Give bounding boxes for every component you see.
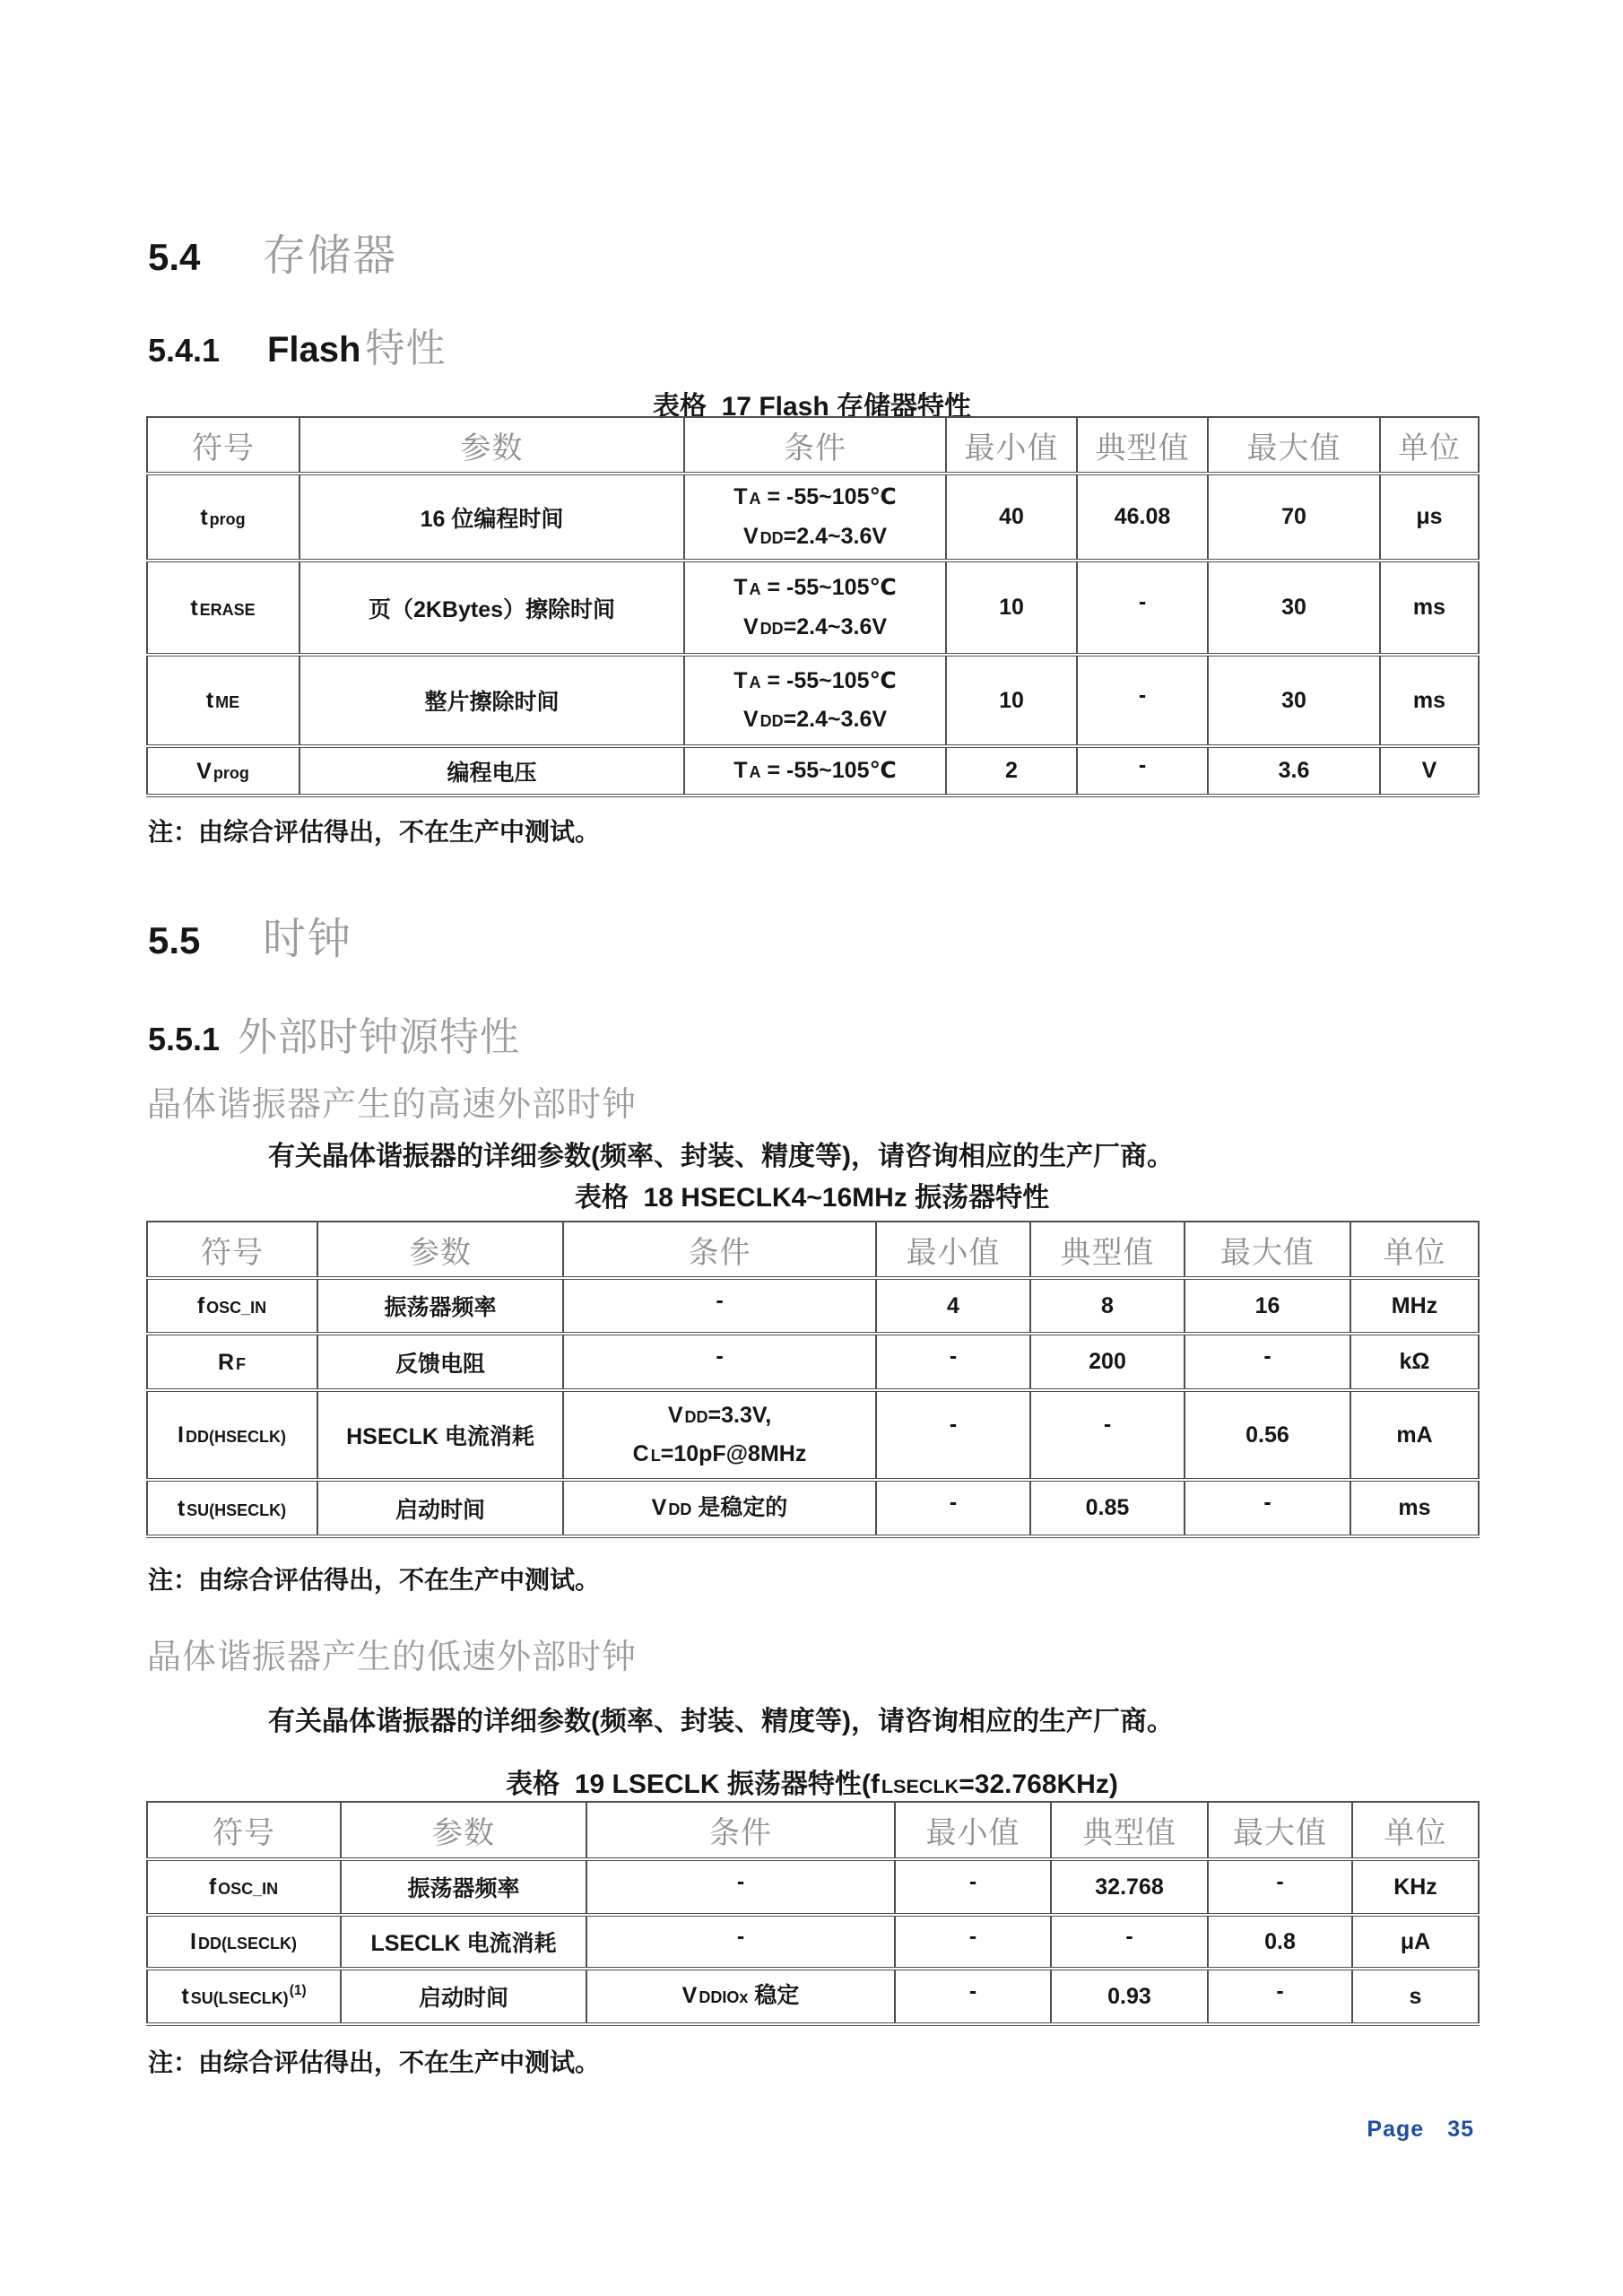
typ-cell: 0.85 bbox=[1030, 1480, 1185, 1536]
unit-cell: ms bbox=[1350, 1480, 1479, 1536]
table-row bbox=[147, 746, 1479, 796]
unit-cell: MHz bbox=[1350, 1278, 1479, 1334]
max-cell: 70 bbox=[1208, 474, 1380, 561]
col-header-parameter: 参数 bbox=[317, 1222, 563, 1278]
typ-cell: - bbox=[1077, 561, 1208, 655]
min-cell: 10 bbox=[946, 655, 1077, 746]
condition-cell: T A = -55~105℃ V DD=2.4~3.6V bbox=[684, 474, 946, 561]
unit-cell: s bbox=[1352, 1969, 1479, 2024]
max-cell: - bbox=[1185, 1334, 1350, 1390]
section-5-4-1-heading bbox=[148, 316, 446, 373]
section-5-5-heading bbox=[148, 904, 352, 966]
max-cell: 0.8 bbox=[1208, 1915, 1352, 1969]
unit-cell: ms bbox=[1380, 655, 1479, 746]
symbol-cell: R F bbox=[147, 1334, 317, 1390]
condition-cell: - bbox=[563, 1278, 876, 1334]
col-header-unit: 单位 bbox=[1380, 417, 1479, 474]
condition-cell: T A = -55~105℃ V DD=2.4~3.6V bbox=[684, 655, 946, 746]
condition-cell: T A = -55~105℃ V DD=2.4~3.6V bbox=[684, 561, 946, 655]
table-row bbox=[147, 655, 1479, 746]
col-header-unit: 单位 bbox=[1350, 1222, 1479, 1278]
unit-cell: V bbox=[1380, 746, 1479, 796]
table-row bbox=[147, 1334, 1479, 1390]
condition-cell: V DD=3.3V, C L=10pF@8MHz bbox=[563, 1390, 876, 1480]
min-cell: - bbox=[876, 1390, 1030, 1480]
section-title-en: Flash bbox=[267, 330, 361, 370]
min-cell: - bbox=[876, 1480, 1030, 1536]
col-header-max: 最大值 bbox=[1208, 1802, 1352, 1859]
col-header-parameter: 参数 bbox=[341, 1802, 586, 1859]
table-row bbox=[147, 474, 1479, 561]
parameter-cell: 启动时间 bbox=[317, 1480, 563, 1536]
table19-note: 注：由综合评估得出，不在生产中测试。 bbox=[148, 2048, 601, 2076]
section-title: 外部时钟源特性 bbox=[238, 1015, 520, 1059]
unit-cell: KHz bbox=[1352, 1859, 1479, 1915]
max-cell: 16 bbox=[1185, 1278, 1350, 1334]
col-header-max: 最大值 bbox=[1208, 417, 1380, 474]
max-cell: 0.56 bbox=[1185, 1390, 1350, 1480]
page-number: 35 bbox=[1447, 2117, 1474, 2142]
col-header-condition: 条件 bbox=[586, 1802, 895, 1859]
col-header-typ: 典型值 bbox=[1051, 1802, 1208, 1859]
table19-caption: 表格 19 LSECLK 振荡器特性(fLSECLK=32.768KHz) bbox=[506, 1770, 1118, 1799]
typ-cell: 8 bbox=[1030, 1278, 1185, 1334]
table-row bbox=[147, 1390, 1479, 1480]
symbol-cell: t SU(LSECLK)$^{(1)}$ bbox=[147, 1969, 341, 2024]
section-number: 5.5 bbox=[148, 919, 201, 961]
table-row bbox=[147, 1859, 1479, 1915]
col-header-symbol: 符号 bbox=[147, 1802, 341, 1859]
col-header-max: 最大值 bbox=[1185, 1222, 1350, 1278]
lseclk-oscillator-table bbox=[146, 1801, 1480, 2026]
min-cell: - bbox=[876, 1334, 1030, 1390]
typ-cell: - bbox=[1030, 1390, 1185, 1480]
symbol-cell: f OSC_IN bbox=[147, 1278, 317, 1334]
unit-cell: ms bbox=[1380, 561, 1479, 655]
table18-caption: 表格 18 HSECLK4~16MHz 振荡器特性 bbox=[574, 1183, 1050, 1213]
max-cell: - bbox=[1208, 1859, 1352, 1915]
section-5-4-heading bbox=[148, 221, 397, 283]
table-header-row bbox=[147, 1802, 1479, 1859]
table18-note: 注：由综合评估得出，不在生产中测试。 bbox=[148, 1566, 601, 1594]
parameter-cell: 页（2KBytes）擦除时间 bbox=[299, 561, 684, 655]
table-header-row bbox=[147, 417, 1479, 474]
section-number: 5.4.1 bbox=[148, 332, 221, 369]
symbol-cell: f OSC_IN bbox=[147, 1859, 341, 1915]
lse-clock-subtitle: 晶体谐振器产生的低速外部时钟 bbox=[147, 1639, 638, 1676]
col-header-parameter: 参数 bbox=[299, 417, 684, 474]
table-header-row bbox=[147, 1222, 1479, 1278]
typ-cell: 200 bbox=[1030, 1334, 1185, 1390]
flash-characteristics-table bbox=[146, 416, 1480, 797]
unit-cell: μA bbox=[1352, 1915, 1479, 1969]
parameter-cell: 16 位编程时间 bbox=[299, 474, 684, 561]
section-title: 时钟 bbox=[263, 916, 353, 963]
min-cell: 2 bbox=[946, 746, 1077, 796]
section-title: 特性 bbox=[365, 326, 447, 370]
hse-clock-subtitle: 晶体谐振器产生的高速外部时钟 bbox=[147, 1086, 638, 1124]
max-cell: 30 bbox=[1208, 655, 1380, 746]
typ-cell: - bbox=[1051, 1915, 1208, 1969]
col-header-min: 最小值 bbox=[876, 1222, 1030, 1278]
max-cell: 3.6 bbox=[1208, 746, 1380, 796]
col-header-typ: 典型值 bbox=[1030, 1222, 1185, 1278]
crystal-consult-paragraph: 有关晶体谐振器的详细参数(频率、封装、精度等)，请咨询相应的生产厂商。 bbox=[268, 1707, 1174, 1736]
crystal-consult-paragraph: 有关晶体谐振器的详细参数(频率、封装、精度等)，请咨询相应的生产厂商。 bbox=[268, 1142, 1174, 1171]
condition-cell: - bbox=[586, 1915, 895, 1969]
min-cell: - bbox=[895, 1969, 1051, 2024]
max-cell: - bbox=[1208, 1969, 1352, 2024]
min-cell: 4 bbox=[876, 1278, 1030, 1334]
parameter-cell: HSECLK 电流消耗 bbox=[317, 1390, 563, 1480]
unit-cell: μs bbox=[1380, 474, 1479, 561]
min-cell: - bbox=[895, 1859, 1051, 1915]
unit-cell: mA bbox=[1350, 1390, 1479, 1480]
page-footer bbox=[1367, 2117, 1474, 2143]
symbol-cell: t SU(HSECLK) bbox=[147, 1480, 317, 1536]
condition-cell: V DDIOx 稳定 bbox=[586, 1969, 895, 2024]
max-cell: - bbox=[1185, 1480, 1350, 1536]
condition-cell: T A = -55~105℃ bbox=[684, 746, 946, 796]
col-header-condition: 条件 bbox=[563, 1222, 876, 1278]
parameter-cell: 反馈电阻 bbox=[317, 1334, 563, 1390]
condition-cell: - bbox=[563, 1334, 876, 1390]
typ-cell: 46.08 bbox=[1077, 474, 1208, 561]
col-header-symbol: 符号 bbox=[147, 417, 299, 474]
table17-caption: 表格 17 Flash 存储器特性 bbox=[652, 392, 972, 422]
parameter-cell: LSECLK 电流消耗 bbox=[341, 1915, 586, 1969]
table-row bbox=[147, 561, 1479, 655]
symbol-cell: t ERASE bbox=[147, 561, 299, 655]
section-5-5-1-heading bbox=[148, 1004, 520, 1062]
table17-note: 注：由综合评估得出，不在生产中测试。 bbox=[148, 818, 601, 846]
table-row bbox=[147, 1480, 1479, 1536]
min-cell: - bbox=[895, 1915, 1051, 1969]
min-cell: 10 bbox=[946, 561, 1077, 655]
parameter-cell: 整片擦除时间 bbox=[299, 655, 684, 746]
hseclk-oscillator-table bbox=[146, 1221, 1480, 1538]
symbol-cell: I DD(LSECLK) bbox=[147, 1915, 341, 1969]
symbol-cell: V prog bbox=[147, 746, 299, 796]
table-row bbox=[147, 1915, 1479, 1969]
parameter-cell: 编程电压 bbox=[299, 746, 684, 796]
parameter-cell: 振荡器频率 bbox=[341, 1859, 586, 1915]
min-cell: 40 bbox=[946, 474, 1077, 561]
col-header-condition: 条件 bbox=[684, 417, 946, 474]
symbol-cell: t prog bbox=[147, 474, 299, 561]
parameter-cell: 启动时间 bbox=[341, 1969, 586, 2024]
symbol-cell: I DD(HSECLK) bbox=[147, 1390, 317, 1480]
max-cell: 30 bbox=[1208, 561, 1380, 655]
page-label: Page bbox=[1367, 2117, 1425, 2142]
parameter-cell: 振荡器频率 bbox=[317, 1278, 563, 1334]
condition-cell: - bbox=[586, 1859, 895, 1915]
col-header-min: 最小值 bbox=[946, 417, 1077, 474]
section-number: 5.5.1 bbox=[148, 1021, 221, 1057]
table-row bbox=[147, 1969, 1479, 2024]
typ-cell: 32.768 bbox=[1051, 1859, 1208, 1915]
col-header-typ: 典型值 bbox=[1077, 417, 1208, 474]
typ-cell: 0.93 bbox=[1051, 1969, 1208, 2024]
typ-cell: - bbox=[1077, 655, 1208, 746]
table-row bbox=[147, 1278, 1479, 1334]
col-header-min: 最小值 bbox=[895, 1802, 1051, 1859]
unit-cell: kΩ bbox=[1350, 1334, 1479, 1390]
condition-cell: V DD 是稳定的 bbox=[563, 1480, 876, 1536]
symbol-cell: t ME bbox=[147, 655, 299, 746]
section-number: 5.4 bbox=[148, 236, 201, 278]
typ-cell: - bbox=[1077, 746, 1208, 796]
section-title: 存储器 bbox=[263, 232, 398, 280]
col-header-symbol: 符号 bbox=[147, 1222, 317, 1278]
col-header-unit: 单位 bbox=[1352, 1802, 1479, 1859]
